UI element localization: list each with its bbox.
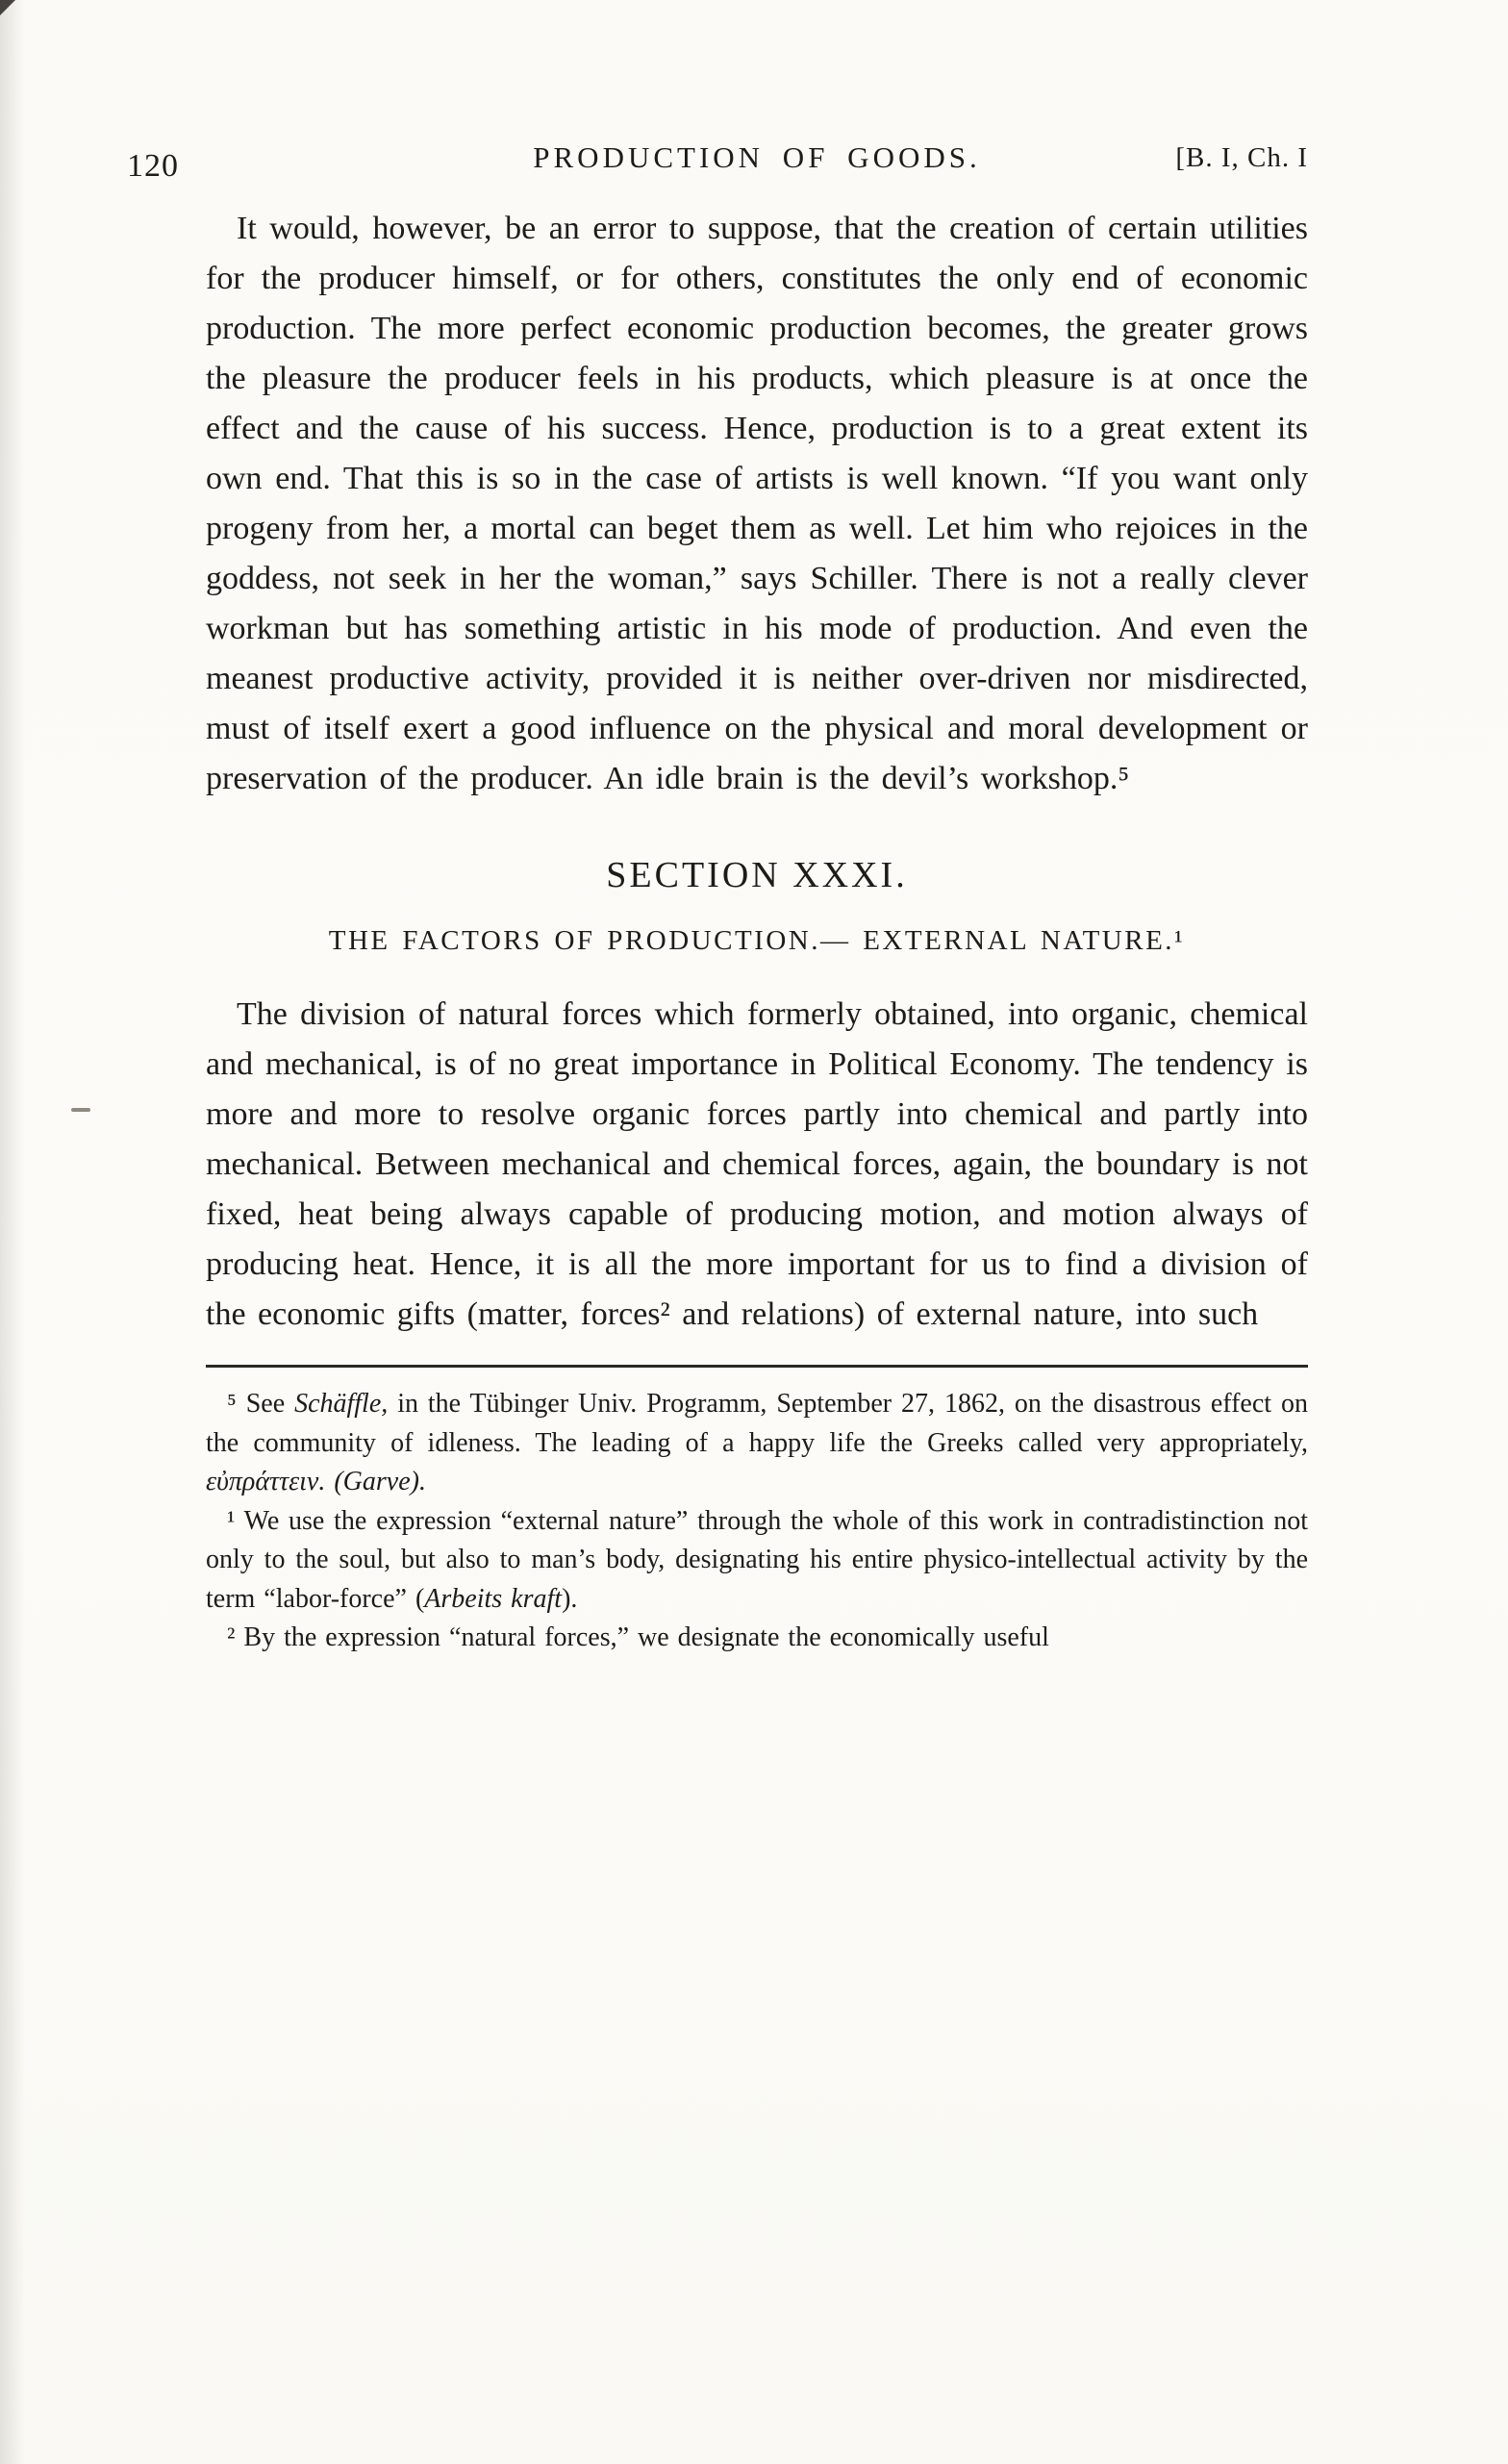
paragraph-production-end: It would, however, be an error to suppose, that the creation of certain utilities for the producer himself, or for others, constitutes the only end of economic production. The more perfect economic production becomes, the greater grows the pleasure the producer feels in his products, which pleasure is at once the effect and the cause of his success. Hence, production is to a great extent its own end. That this is so in the case of artists is well known. “If you want only progeny from her, a mortal can beget them as well. Let him who rejoices in the goddess, not seek in her the woman,” says Schiller. There is not a really clever workman but has something artistic in his mode of production. And even the meanest productive activity, provided it is neither over-driven nor misdirected, must of itself exert a good influence on the physical and moral development or preservation of the producer. An idle brain is the devil’s workshop.⁵ (206, 211, 1308, 796)
margin-mark (71, 1108, 90, 1112)
running-title: PRODUCTION OF GOODS. (533, 140, 981, 174)
footnote-1-text: ¹ We use the expression “external nature” through the whole of this work in contradistinction not only to the soul, but also to man’s body, designating his entire physico-intellectual activity by the term “labor-force” ( (206, 1505, 1308, 1614)
footnote-2 (206, 1619, 1308, 1658)
section-subheading: THE FACTORS OF PRODUCTION.— EXTERNAL NATURE.¹ (328, 925, 1186, 956)
footnote-5-lead: ⁵ See (227, 1389, 295, 1419)
page-number: 120 (127, 148, 179, 184)
paragraph-natural-forces: The division of natural forces which formerly obtained, into organic, chemical and mechanical, is of no great importance in Political Economy. The tendency is more and more to resolve organic forces partly into chemical and partly into mechanical. Between mechanical and chemical forces, again, the boundary is not fixed, heat being always capable of producing motion, and motion always of producing heat. Hence, it is all the more important for us to find a division of the economic gifts (matter, forces² and relations) of external nature, into such (206, 996, 1308, 1332)
footnote-1 (206, 1502, 1308, 1620)
footnote-5-gap (325, 1467, 334, 1496)
footnote-5-work-title: Schäffle, (294, 1389, 389, 1419)
scan-corner-artifact (0, 0, 15, 15)
footnote-5-text: in the Tübinger Univ. Programm, September 27, 1862, on the disastrous effect on the community of idleness. The leading of a happy life the Greeks called very appropriately, (206, 1389, 1308, 1458)
footnotes-block (206, 1385, 1308, 1658)
footnote-5 (206, 1385, 1308, 1502)
footnote-1-german-term: Arbeits kraft (424, 1583, 563, 1614)
page-content (127, 140, 1308, 1658)
footnote-5-greek-phrase: εὐπράττειν. (206, 1467, 326, 1496)
footnote-5-source: (Garve). (334, 1467, 426, 1496)
section-heading: SECTION XXXI. (606, 855, 908, 895)
running-head (127, 140, 1308, 187)
scan-edge-shading (0, 0, 25, 2464)
footnote-1-tail: ). (562, 1583, 578, 1614)
footnote-2-text: ² By the expression “natural forces,” we designate the economically useful (227, 1622, 1049, 1652)
chapter-reference: [B. I, Ch. I (1175, 142, 1308, 173)
footnote-rule (206, 1365, 1308, 1368)
